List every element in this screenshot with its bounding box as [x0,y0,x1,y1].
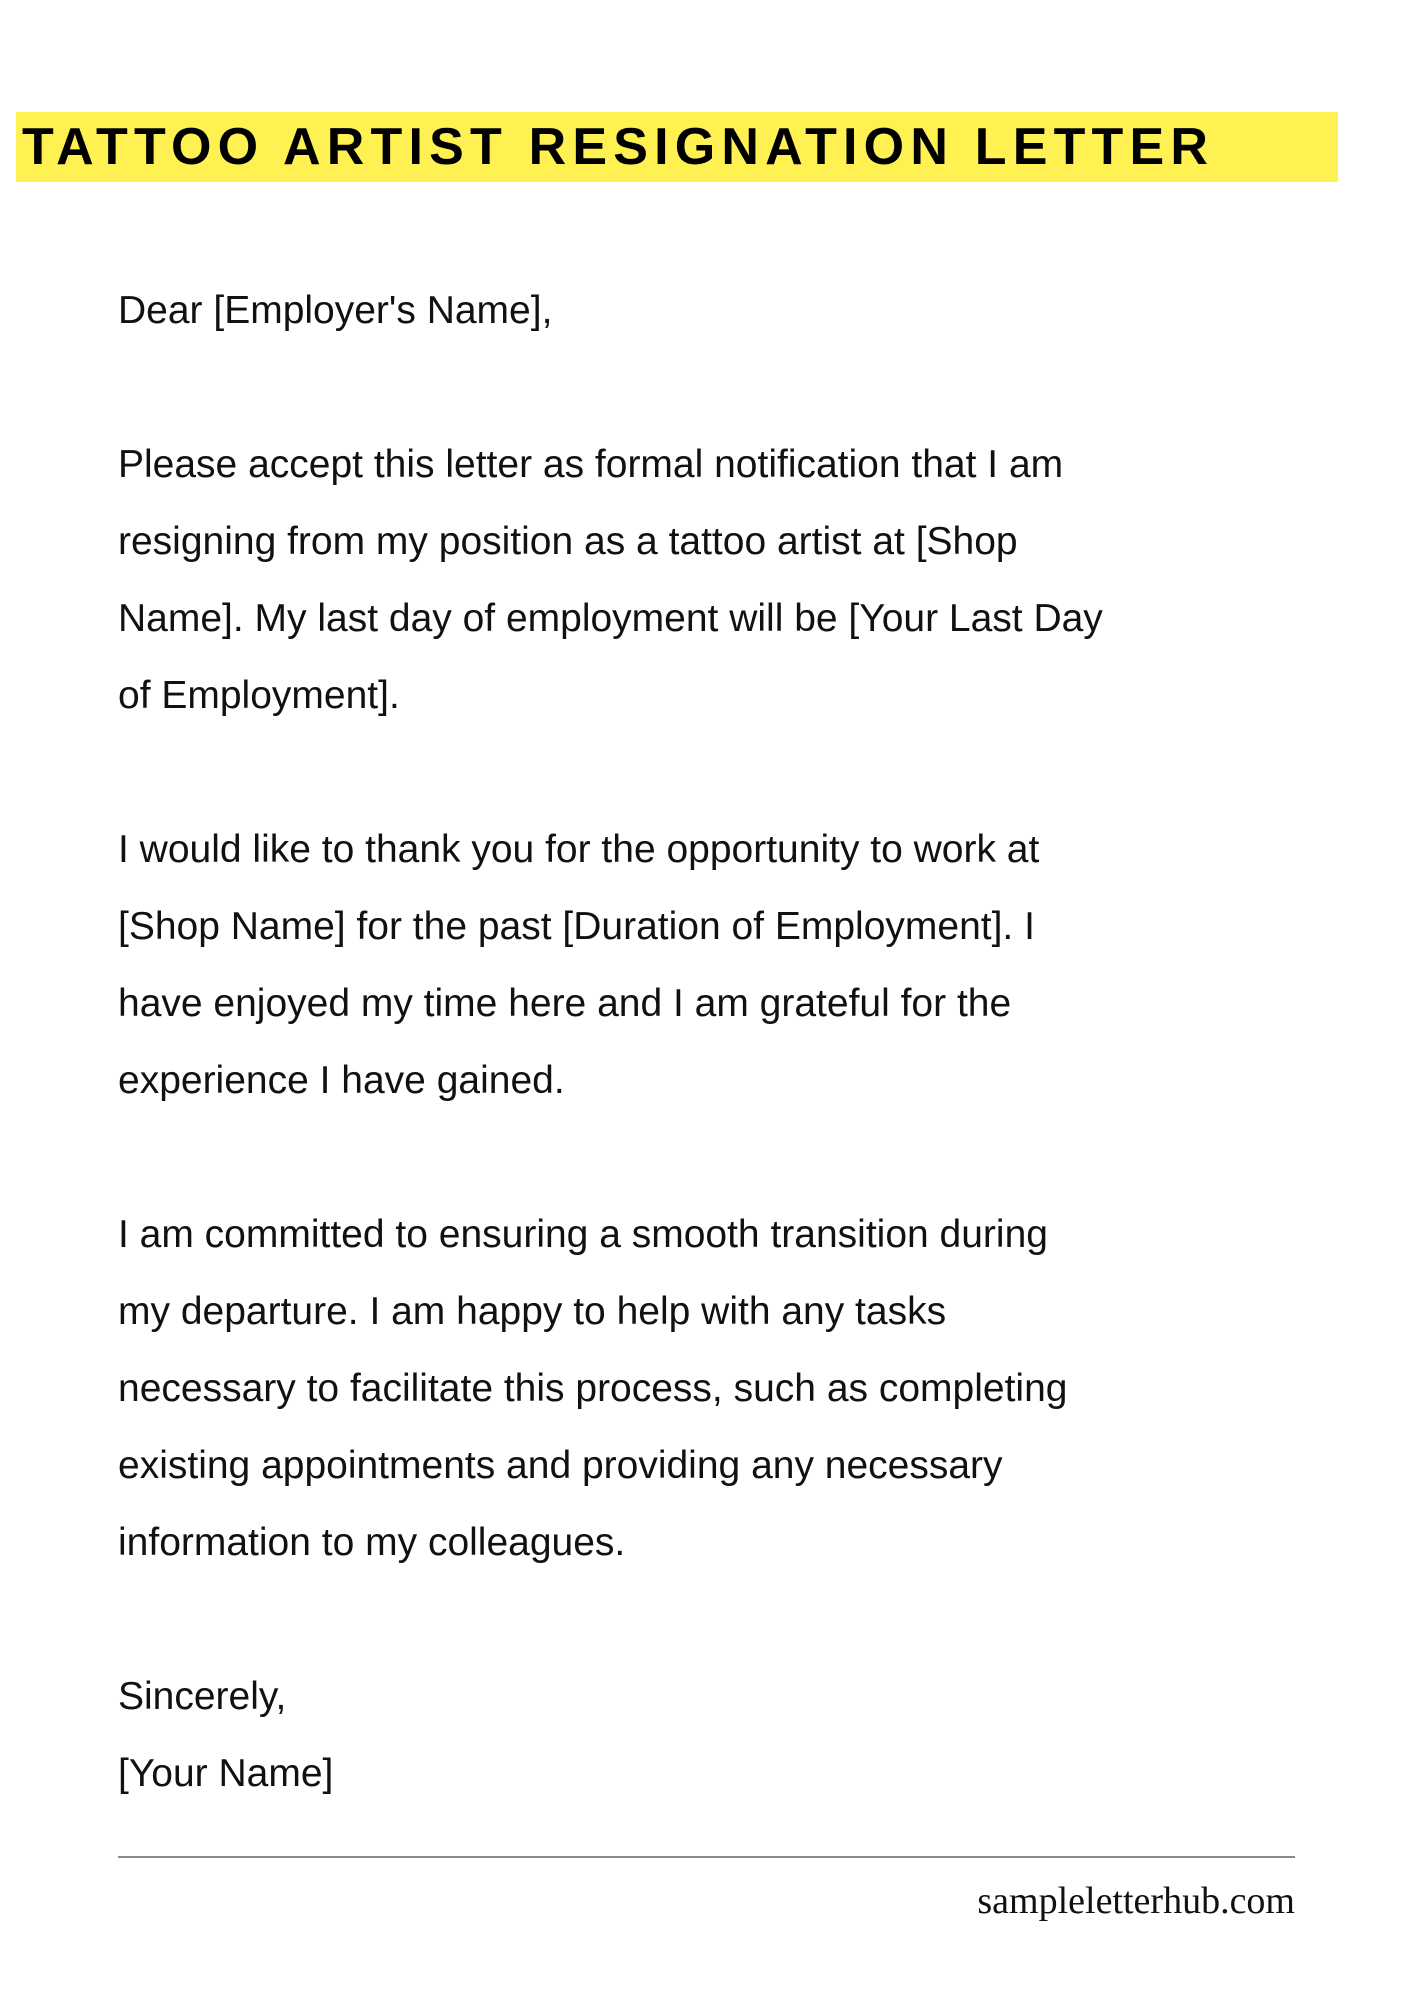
paragraph-line: Please accept this letter as formal notification that I am [118,443,1064,486]
signature-placeholder: [Your Name] [118,1752,334,1795]
paragraph-line: Name]. My last day of employment will be [Your Last Day [118,597,1103,640]
paragraph-gratitude [118,811,1378,1119]
paragraph-line: I am committed to ensuring a smooth transition during [118,1213,1048,1256]
letter-body [118,272,1378,1812]
salutation: Dear [Employer's Name], [118,289,553,332]
paragraph-line: I would like to thank you for the opportunity to work at [118,828,1040,871]
paragraph-line: information to my colleagues. [118,1521,626,1564]
page-title: TATTOO ARTIST RESIGNATION LETTER [22,118,1215,176]
salutation-paragraph [118,272,1378,349]
footer-divider [118,1856,1295,1858]
paragraph-line: necessary to facilitate this process, such as completing [118,1367,1068,1410]
paragraph-line: have enjoyed my time here and I am grateful for the [118,982,1012,1025]
closing: Sincerely, [118,1675,287,1718]
paragraph-line: resigning from my position as a tattoo artist at [Shop [118,520,1018,563]
sign-off [118,1658,1378,1812]
paragraph-transition [118,1196,1378,1581]
paragraph-line: experience I have gained. [118,1059,565,1102]
paragraph-line: of Employment]. [118,674,400,717]
paragraph-line: my departure. I am happy to help with any tasks [118,1290,947,1333]
paragraph-line: existing appointments and providing any necessary [118,1444,1003,1487]
paragraph-line: [Shop Name] for the past [Duration of Employment]. I [118,905,1035,948]
paragraph-resignation-notice [118,426,1378,734]
footer-website: sampleletterhub.com [977,1880,1295,1922]
